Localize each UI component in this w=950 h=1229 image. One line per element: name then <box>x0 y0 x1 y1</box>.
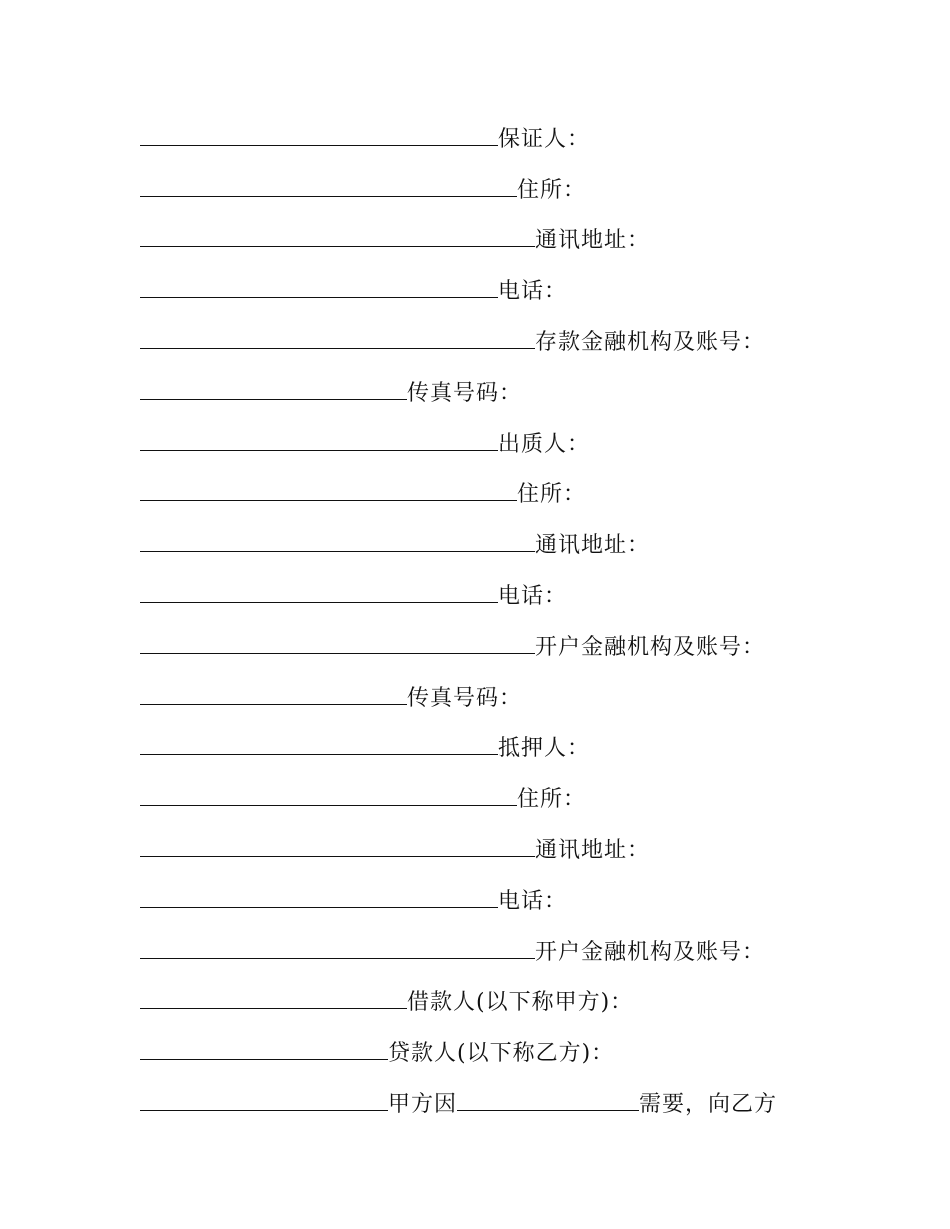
form-line-address <box>140 768 840 819</box>
fill-blank[interactable] <box>140 601 498 603</box>
purpose-label-end: 需要，向乙方 <box>639 1091 778 1117</box>
field-label: 通讯地址： <box>535 228 651 254</box>
form-line-loan-purpose <box>140 1073 840 1124</box>
form-line-fax <box>140 667 840 718</box>
field-label: 传真号码： <box>407 380 523 406</box>
form-line-mailing-address <box>140 210 840 261</box>
fill-blank[interactable] <box>140 652 535 654</box>
fill-blank[interactable] <box>140 347 535 349</box>
field-label: 住所： <box>517 177 587 203</box>
fill-blank-purpose[interactable] <box>457 1109 639 1111</box>
field-label: 住所： <box>517 787 587 813</box>
field-label: 通讯地址： <box>535 837 651 863</box>
fill-blank[interactable] <box>140 499 517 501</box>
form-line-pledgor <box>140 413 840 464</box>
fill-blank[interactable] <box>140 1109 388 1111</box>
form-lines <box>140 108 840 1124</box>
fill-blank[interactable] <box>140 855 535 857</box>
field-label: 住所： <box>517 482 587 508</box>
field-label: 电话： <box>498 583 568 609</box>
form-line-bank-account <box>140 616 840 667</box>
fill-blank[interactable] <box>140 144 498 146</box>
form-line-borrower <box>140 972 840 1023</box>
field-label: 通讯地址： <box>535 533 651 559</box>
field-label: 贷款人(以下称乙方)： <box>388 1041 615 1067</box>
fill-blank[interactable] <box>140 398 407 400</box>
form-line-mailing-address <box>140 819 840 870</box>
field-label: 电话： <box>498 888 568 914</box>
fill-blank[interactable] <box>140 550 535 552</box>
form-line-phone <box>140 260 840 311</box>
field-label: 电话： <box>498 279 568 305</box>
purpose-label-start: 甲方因 <box>388 1091 458 1117</box>
form-line-bank-account <box>140 921 840 972</box>
form-line-phone <box>140 870 840 921</box>
field-label: 开户金融机构及账号： <box>535 634 766 660</box>
form-line-mailing-address <box>140 514 840 565</box>
field-label: 传真号码： <box>407 685 523 711</box>
fill-blank[interactable] <box>140 753 498 755</box>
form-line-fax <box>140 362 840 413</box>
field-label: 存款金融机构及账号： <box>535 329 766 355</box>
form-line-deposit-account <box>140 311 840 362</box>
field-label: 保证人： <box>498 126 591 152</box>
form-line-address <box>140 464 840 515</box>
fill-blank[interactable] <box>140 703 407 705</box>
field-label: 抵押人： <box>498 736 591 762</box>
form-line-mortgagor <box>140 718 840 769</box>
form-line-address <box>140 159 840 210</box>
fill-blank[interactable] <box>140 957 535 959</box>
fill-blank[interactable] <box>140 296 498 298</box>
field-label: 借款人(以下称甲方)： <box>407 990 634 1016</box>
fill-blank[interactable] <box>140 195 517 197</box>
fill-blank[interactable] <box>140 906 498 908</box>
fill-blank[interactable] <box>140 245 535 247</box>
fill-blank[interactable] <box>140 1007 407 1009</box>
form-line-phone <box>140 565 840 616</box>
field-label: 开户金融机构及账号： <box>535 939 766 965</box>
fill-blank[interactable] <box>140 804 517 806</box>
field-label: 出质人： <box>498 431 591 457</box>
fill-blank[interactable] <box>140 449 498 451</box>
fill-blank[interactable] <box>140 1058 388 1060</box>
form-line-guarantor <box>140 108 840 159</box>
form-line-lender <box>140 1022 840 1073</box>
